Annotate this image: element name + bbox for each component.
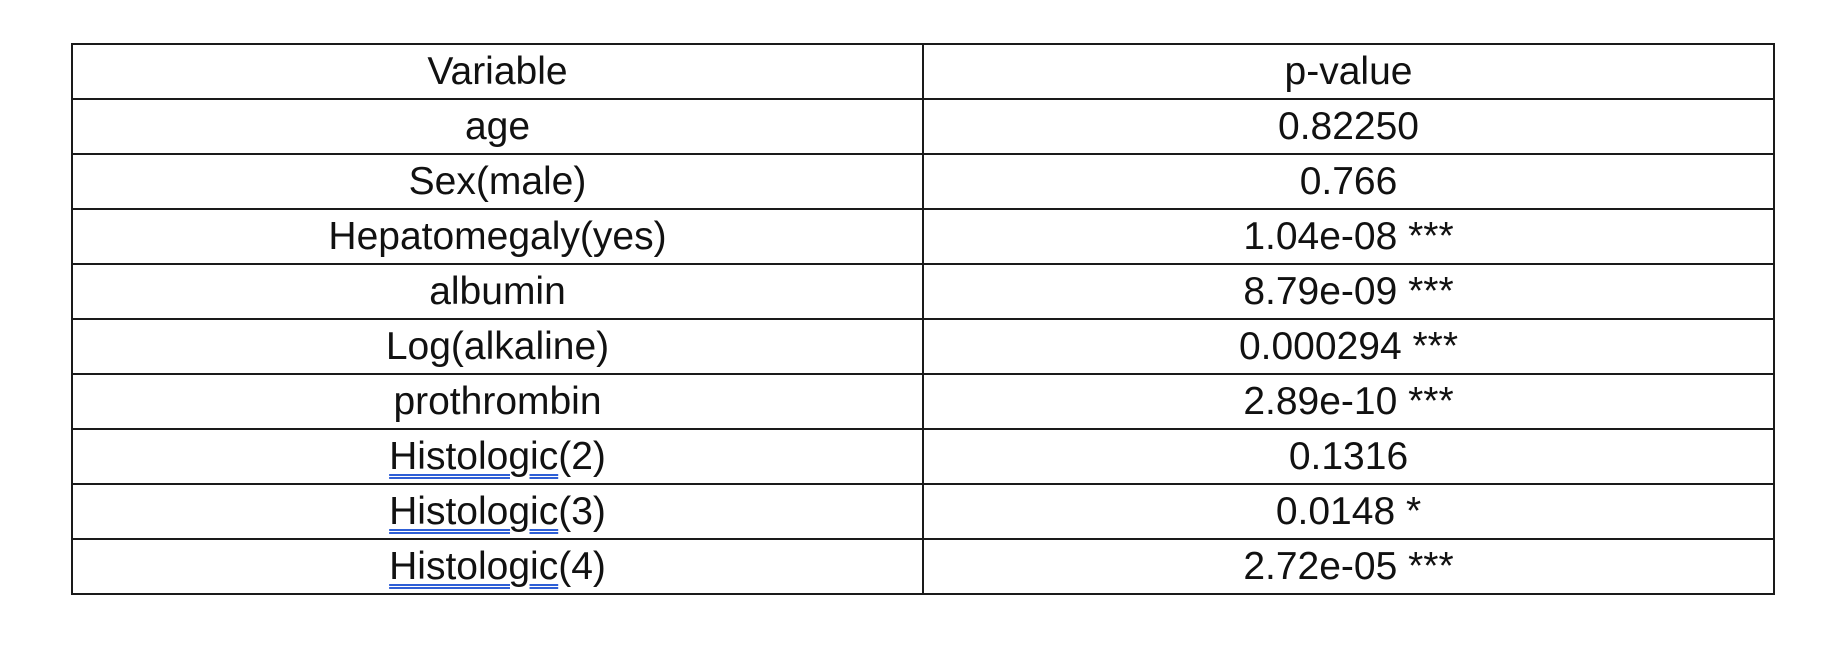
spellcheck-underlined-word: Histologic <box>389 490 559 533</box>
spellcheck-underlined-word: Histologic <box>389 545 559 588</box>
spellcheck-underlined-word: Histologic <box>389 435 559 478</box>
table-row <box>72 539 1774 594</box>
column-header-variable: Variable <box>72 44 923 99</box>
cell-variable <box>72 429 923 484</box>
cell-variable: Hepatomegaly(yes) <box>72 209 923 264</box>
cell-variable: age <box>72 99 923 154</box>
cell-p-value: 2.89e-10 *** <box>923 374 1774 429</box>
cell-variable: albumin <box>72 264 923 319</box>
table-row <box>72 99 1774 154</box>
table-row <box>72 209 1774 264</box>
table-row <box>72 374 1774 429</box>
cell-variable: Log(alkaline) <box>72 319 923 374</box>
table-header-row <box>72 44 1774 99</box>
cell-p-value: 8.79e-09 *** <box>923 264 1774 319</box>
variable-suffix: (4) <box>558 545 606 588</box>
cell-p-value: 0.1316 <box>923 429 1774 484</box>
cell-p-value: 0.82250 <box>923 99 1774 154</box>
variable-suffix: (2) <box>558 435 606 478</box>
cell-variable: prothrombin <box>72 374 923 429</box>
table-row <box>72 264 1774 319</box>
cell-p-value: 0.766 <box>923 154 1774 209</box>
cell-p-value: 2.72e-05 *** <box>923 539 1774 594</box>
cell-variable <box>72 484 923 539</box>
cell-p-value: 0.0148 * <box>923 484 1774 539</box>
cell-p-value: 1.04e-08 *** <box>923 209 1774 264</box>
table-row <box>72 154 1774 209</box>
results-table-container <box>71 43 1773 595</box>
table-row <box>72 429 1774 484</box>
cell-variable <box>72 539 923 594</box>
cell-variable: Sex(male) <box>72 154 923 209</box>
column-header-p-value: p-value <box>923 44 1774 99</box>
results-table <box>71 43 1775 595</box>
table-row <box>72 319 1774 374</box>
cell-p-value: 0.000294 *** <box>923 319 1774 374</box>
variable-suffix: (3) <box>558 490 606 533</box>
table-row <box>72 484 1774 539</box>
